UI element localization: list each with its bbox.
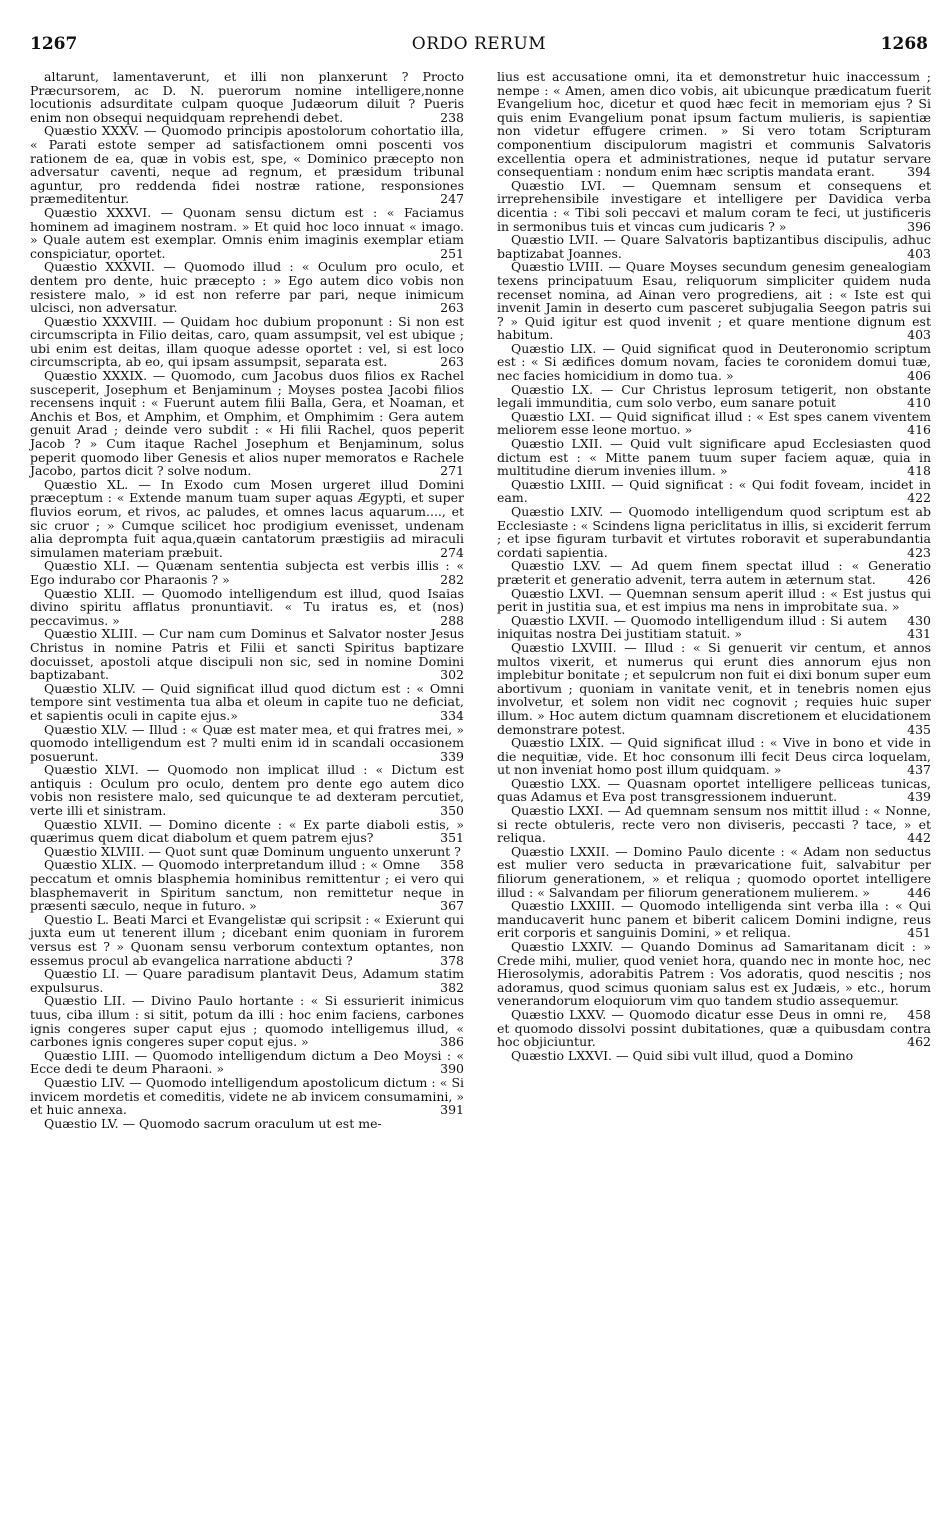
index-entry [497,505,931,559]
index-entry [497,383,931,410]
entry-text: Quæstio LXXIII. — Quomodo intelligenda sint verba illa : « Qui manducaverit hunc panem et biberit calicem Domini indigne, reus erit corporis et sanguinis Domini, » et reliqua. [497,898,931,941]
entry-text: Quæstio LXI. — Quid significat illud : « Est spes canem viventem meliorem esse leone mortuo. » [497,408,931,438]
entry-page-number: 458 [907,1006,931,1022]
running-title: ORDO RERUM [411,34,547,54]
right-page-number: 1268 [880,34,928,54]
entry-text: Quæstio LXIX. — Quid significat illud : « Vive in bono et vide in die nequitiæ, vide. Et hoc consonum illi fecit Deus circa loquelam, ut non inveniat homo post illum quidquam. » [497,735,931,778]
entry-page-number: 339 [440,748,464,764]
index-entry [497,845,931,899]
entry-text: Quæstio XXXVII. — Quomodo illud : « Oculum pro oculo, et dentem pro dente, huic præcepto : » Ego autem dico vobis non resistere malo, » id est non referre par pari, neque inimicum ulcisci, non adversatur. [30,259,464,316]
entry-page-number: 439 [907,789,931,805]
entry-page-number: 251 [440,245,464,261]
entry-page-number: 382 [440,979,464,995]
index-entry [30,858,464,912]
entry-text: altarunt, lamentaverunt, et illi non planxerunt ? Procto Præcursorem, ac D. N. puerorum nomine intelligere,nonne locutionis adsurditate culpam quoque Judæorum diluit ? Pueris enim non obsequi nequidquam reprehendi debet. [30,69,464,125]
entry-text: Quæstio XLIX. — Quomodo interpretandum illud : « Omne peccatum et omnis blasphemia hominibus remittentur ; ei vero qui blasphemaverit in Spiritum sanctum, non remittetur neque in præsenti sæculo, neque in futuro. » [30,857,464,914]
index-entry [30,967,464,994]
entry-text: Quæstio LIV. — Quomodo intelligendum apostolicum dictum : « Si invicem mordetis et comeditis, videte ne ab invicem consumamini, » et huic annexa. [30,1074,464,1118]
entry-page-number: 238 [440,109,464,125]
entry-page-number: 423 [907,544,931,560]
index-entry [30,1117,464,1131]
index-entry [30,124,464,206]
index-entry [30,723,464,764]
left-column [30,70,464,1130]
index-entry [30,994,464,1048]
index-entry [497,939,931,1022]
entry-text: Quæstio LV. — Quomodo sacrum oraculum ut est me- [44,1115,382,1131]
entry-page-number: 282 [440,571,464,587]
entry-page-number: 263 [440,354,464,370]
entry-page-number: 350 [440,803,464,819]
index-entry [30,763,464,817]
index-entry [497,260,931,342]
entry-page-number: 334 [440,707,464,723]
entry-page-number: 442 [907,830,931,846]
entry-text: lius est accusatione omni, ita et demonstretur huic inaccessum ; nempe : « Amen, amen dico vobis, ait ubicunque prædicatum fuerit Evangelium hoc, dicetur et quod hæc fecit in memoriam ejus ? Si quis enim Evangelium ponat ipsum factum mulieris, is sapientiæ non videtur effugere crimen. » Si vero totam Scripturam componentium discipulorum magistri et communis Salvatoris excellentia opera et administrationes, neque id putatur servare consequentiam : nondum enim hæc scriptis mandata erant. [497,69,931,180]
index-entry [497,614,931,641]
entry-text: Quæstio LIII. — Quomodo intelligendum dictum a Deo Moysi : « Ecce dedi te deum Pharaoni. » [30,1047,464,1077]
entry-page-number: 351 [440,830,464,846]
entry-text: Quæstio XLV. — Illud : « Quæ est mater mea, et qui fratres mei, » quomodo intelligendum est ? multi enim id in scandali occasionem posuerunt. [30,721,464,764]
entry-text: Quæstio LVII. — Quare Salvatoris baptizantibus discipulis, adhuc baptizabat Joannes. [497,232,931,261]
entry-text: Quæstio LXX. — Quasnam oportet intelligere pelliceas tunicas, quas Adamus et Eva post transgressionem induerunt. [497,775,931,805]
index-entry [30,315,464,369]
index-entry [497,899,931,940]
index-entry [497,641,931,736]
entry-text: Quæstio LXII. — Quid vult significare apud Ecclesiasten quod dictum est : « Mitte panem tuum super faciem aquæ, quia in multitudine dierum invenies illum. » [497,436,931,479]
entry-page-number: 406 [907,368,931,384]
entry-text: Quæstio LVIII. — Quare Moyses secundum genesim genealogiam texens principatuum Esau, reliquorum simpliciter quidem nuda recenset nomina, ad Ainan vero progrediens, ait : « Iste est qui invenit Jamin in deserto cum pasceret subjugalia Seegon patris sui ? » Quid igitur est quod invenit ; et quare mentione dignum est habitum. [497,259,931,343]
entry-page-number: 263 [440,300,464,316]
index-entry [30,587,464,628]
entry-text: Quæstio LXXV. — Quomodo dicatur esse Deus in omni re, et quomodo dissolvi possint dubitationes, quæ a quibusdam contra hoc objiciuntur. [497,1006,931,1050]
entry-text: Quæstio LXXI. — Ad quemnam sensum nos mittit illud : « Nonne, si recte obtuleris, recte vero non diviseris, peccasti ? tace, » et reliqua. [497,803,931,846]
entry-page-number: 378 [440,952,464,968]
entry-page-number: 446 [907,884,931,900]
entry-text: Quæstio LXVI. — Quemnan sensum aperit illud : « Est justus qui perit in justitia sua, et est impius ma nens in improbitate sua. » [497,585,931,615]
entry-page-number: 390 [440,1061,464,1077]
index-entry [497,1008,931,1049]
index-entry [30,1076,464,1117]
entry-text: Quæstio LX. — Cur Christus leprosum tetigerit, non obstante legali immunditia, cum solo verbo, eum sanare potuit [497,381,931,411]
entry-text: Quæstio LXXII. — Domino Paulo dicente : « Adam non seductus est mulier vero seducta in prævaricatione fuit, salvabitur per filiorum generationem, » et reliqua ; quomodo oportet intelligere illud : « Salvandam per filiorum generationem mulierem. » [497,843,931,900]
entry-page-number: 422 [907,490,931,506]
entry-text: Quæstio LXIII. — Quid significat : « Qui fodit foveam, incidet in eam. [497,476,931,506]
entry-page-number: 462 [907,1034,931,1050]
entry-page-number: 367 [440,898,464,914]
entry-page-number: 396 [907,218,931,234]
entry-text: Quæstio XXXVI. — Quonam sensu dictum est : « Faciamus hominem ad imaginem nostram. » Et quid hoc loco innuat « imago. » Quale autem est exemplar. Omnis enim imaginis exemplar etiam conspiciatur, oportet. [30,204,464,261]
entry-text: Quæstio LIX. — Quid significat quod in Deuteronomio scriptum est : « Si ædifices domum novam, facies te coronidem domui tuæ, nec facies homicidium in domo tua. » [497,340,931,384]
entry-text: Quæstio XXXV. — Quomodo principis apostolorum cohortatio illa, « Parati estote semper ad satisfactionem omni poscenti vos rationem de ea, quæ in vobis est, spe, « Dominico præcepto non adversatur caventi, neque ad regnum, et præsidum tribunal aguntur, pro reddenda fidei nostræ ratione, responsiones præmeditentur. [30,123,464,207]
index-entry [30,260,464,314]
entry-text: Quæstio LI. — Quare paradisum plantavit Deus, Adamum statim expulsurus. [30,966,464,995]
entry-page-number: 274 [440,544,464,560]
entry-text: Quæstio LXVIII. — Illud : « Si genuerit vir centum, et annos multos vixerit, et numerus qui erunt dies annorum ejus non implebitur bonitate ; et sepulcrum non fuit ei dixi bonum super eum abortivum ; quoniam in vanitate venit, et in tenebris nomen ejus involvetur, et solem non vidit nec cognovit ; requies huic super illum. » Hoc autem dictum quamnam discretionem et elucidationem demonstrare potest. [497,639,931,737]
index-entry [30,478,464,560]
left-page-number: 1267 [30,34,78,54]
entry-text: Quæstio LII. — Divino Paulo hortante : « Si essurierit inimicus tuus, ciba illum : si sitit, potum da illi : hoc enim faciens, carbones ignis congeres super caput ejus ; quomodo intelligemus illud, « carbones ignis congeres super coput ejus. » [30,993,464,1050]
index-entry [497,478,931,505]
entry-text: Quæstio LXV. — Ad quem finem spectat illud : « Generatio præterit et generatio advenit, terra autem in æternum stat. [497,558,931,587]
index-entry [497,804,931,845]
index-entry [497,233,931,260]
entry-text: Quæstio LXXVI. — Quid sibi vult illud, quod a Domino [511,1047,854,1063]
index-entry [497,559,931,586]
page-header [30,34,928,56]
entry-text: Quæstio XLVII. — Domino dicente : « Ex parte diaboli estis, » quærimus quem dicat diabolum et quem patrem ejus? [30,816,464,846]
index-entry [497,777,931,804]
index-entry [30,627,464,681]
index-entry [30,818,464,845]
index-entry [497,179,931,233]
entry-page-number: 426 [907,571,931,587]
entry-page-number: 271 [440,463,464,479]
index-entry [497,410,931,437]
entry-text: Quæstio XLVIII. — Quot sunt quæ Dominum unguento unxerunt ? [44,843,461,859]
entry-text: Quæstio XXXVIII. — Quidam hoc dubium proponunt : Si non est circumscripta in Filio deitas, caro, quam assumpsit, vel est ubique ; ubi enim est deitas, illam quoque adesse oportet : vel, si est loco circumscripta, ab eo, qui ipsam assumpsit, separata est. [30,313,464,370]
entry-text: Quæstio LXXIV. — Quando Dominus ad Samaritanam dicit : » Crede mihi, mulier, quod veniet hora, quando nec in monte hoc, nec Hierosolymis, adorabitis Patrem : Vos adoratis, quod nescitis ; nos adoramus, quod scimus quoniam salus est ex Judæis, » etc., horum venerandorum eloquiorum vim quo tandem studio assequemur. [497,939,931,1009]
entry-page-number: 418 [907,463,931,479]
right-column [497,70,931,1062]
index-entry [30,70,464,124]
index-entry [30,206,464,260]
entry-page-number: 394 [907,164,931,180]
entry-text: Quæstio XL. — In Exodo cum Mosen urgeret illud Domini præceptum : « Extende manum tuam super aquas Ægypti, et super fluvios eorum, et rivos, ac paludes, et omnes lacus aquarum...., et sic cruor ; » Cumque scilicet hoc prodigium evenisset, undenam alia deprompta fuit aqua,quæin cantatorum præstigiis ad miraculi simulamen materiam præbuit. [30,476,464,560]
entry-page-number: 288 [440,612,464,628]
entry-text: Quæstio XLIV. — Quid significat illud quod dictum est : « Omni tempore sint vestimenta tua alba et oleum in capite tuo ne deficiat, et sapientis oculi in capite ejus.» [30,680,464,723]
index-entry [497,437,931,478]
index-entry [30,559,464,586]
entry-page-number: 430 [907,612,931,628]
entry-page-number: 403 [907,245,931,261]
entry-text: Quæstio LXVII. — Quomodo intelligendum illud : Si autem iniquitas nostra Dei justitiam statuit. » [497,612,888,642]
entry-page-number: 437 [907,762,931,778]
index-entry [30,369,464,478]
index-entry [30,1049,464,1076]
index-entry [497,342,931,383]
entry-text: Quæstio XLIII. — Cur nam cum Dominus et Salvator noster Jesus Christus in nomine Patris et Filii et sancti Spiritus baptizare docuisset, apostoli atque discipuli non sic, sed in nomine Domini baptizabant. [30,626,464,683]
index-entry [30,843,464,873]
entry-page-number: 451 [907,925,931,941]
entry-page-number: 247 [440,191,464,207]
entry-page-number: 435 [907,721,931,737]
entry-text: Quæstio XLI. — Quænam sententia subjecta est verbis illis : « Ego indurabo cor Pharaonis ? » [30,558,464,587]
entry-text: Quæstio LXIV. — Quomodo intelligendum quod scriptum est ab Ecclesiaste : « Scindens ligna periclitatus in illis, si exciderit ferrum ; et ipse figuram turbavit et virtutes roboravit et superabundantia cordati sapientia. [497,504,931,560]
entry-text: Quæstio XLII. — Quomodo intelligendum est illud, quod Isaias divino spiritu afflatus pronuntiavit. « Tu iratus es, et (nos) peccavimus. » [30,585,464,628]
index-entry [30,682,464,723]
entry-text: Questio L. Beati Marci et Evangelistæ qui scripsit : « Exierunt qui juxta eum ut tenerent illum ; dicebant enim quoniam in furorem versus est ? » Quonam sensu verborum contextum optantes, non essemus procul ab evangelica narratione abducti ? [30,911,464,968]
index-entry [497,736,931,777]
entry-page-number: 391 [440,1102,464,1118]
entry-page-number: 410 [907,395,931,411]
entry-text: Quæstio XXXIX. — Quomodo, cum Jacobus duos filios ex Rachel susceperit, Josephum et Benjaminum ; Moyses postea Jacobi filios recensens inquit : « Fuerunt autem filii Balla, Gera, et Noaman, et Anchis et Bos, et Amphim, et Omphim, et Omphimim : Gera autem genuit Arad ; deinde vero subdit : « Hi filii Rachel, quos peperit Jacob ? » Cum itaque Rachel Josephum et Benjaminum, solus peperit quomodo liber Genesis et alios nuper memoratos e Rachele Jacobo, partos dicit ? solve nodum. [30,368,464,479]
entry-page-number: 386 [440,1034,464,1050]
index-entry [497,1049,931,1063]
entry-page-number: 403 [907,327,931,343]
entry-page-number: 358 [440,857,464,873]
entry-text: Quæstio XLVI. — Quomodo non implicat illud : « Dictum est antiquis : Oculum pro oculo, dentem pro dente ego autem dico vobis non resistere malo, sed quicunque te ad dexteram percutiet, verte illi et sinistram. [30,762,464,819]
entry-text: Quæstio LVI. — Quemnam sensum et consequens et irreprehensibile investigare et intelligere per Davidica verba dicentia : « Tibi soli peccavi et malum coram te feci, ut justificeris in sermonibus tuis et vincas cum judicaris ? » [497,177,931,234]
entry-page-number: 431 [907,626,931,642]
entry-page-number: 302 [440,667,464,683]
index-entry [30,913,464,967]
entry-page-number: 416 [907,422,931,438]
index-entry [497,70,931,179]
